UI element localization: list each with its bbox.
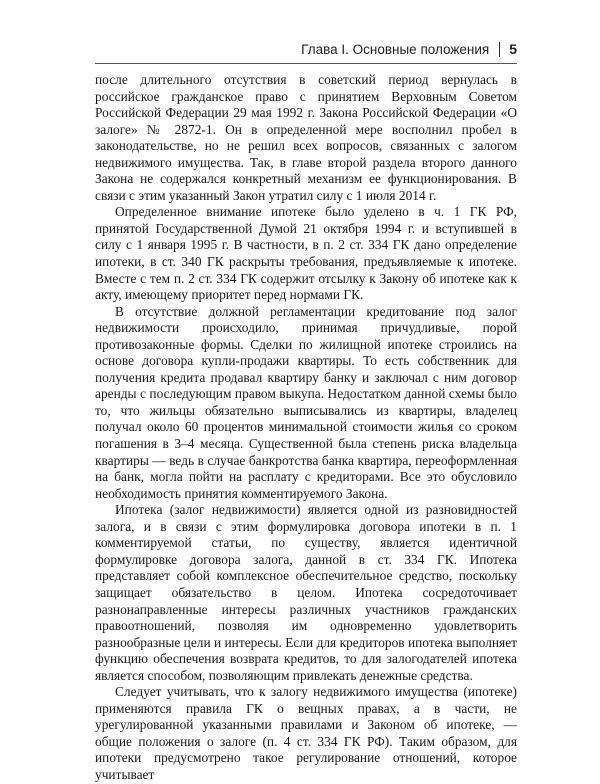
paragraph: Ипотека (залог недвижимости) является одной из разновидностей залога, и в связи с этим формулировка договора ипотеки в п. 1 комментируемой статьи, по существу, является идентичной формулировке договора залога, данной в ст. 334 ГК. Ипотека представляет собой комплексное обеспечительное средство, поскольку защищает обязательство в целом. Ипотека сосредоточивает разнонаправленные интересы различных участников гражданских правоотношений, позволяя им одновременно удовлетворить разнообразные цели и интересы. Если для кредиторов ипотека выполняет функцию обеспечения возврата кредитов, то для залогодателей ипотека является способом, позволяющим привлекать денежные средства. [95,502,517,683]
page-body [95,72,517,784]
header-rule [95,63,517,64]
header-separator [499,42,500,57]
chapter-title: Глава I. Основные положения [301,41,490,57]
page-number: 5 [509,41,517,57]
paragraph: после длительного отсутствия в советский период вернулась в российское гражданское право с принятием Верховным Советом Российской Федерации 29 мая 1992 г. Закона Российской Федерации «О залоге» № 2872-1. Он в определенной мере восполнил пробел в законодательстве, но не решил всех вопросов, связанных с залогом недвижимого имущества. Так, в главе второй раздела второго данного Закона не содержался конкретный механизм ее функционирования. В связи с этим указанный Закон утратил силу с 1 июля 2014 г. [95,72,517,203]
paragraph: Следует учитывать, что к залогу недвижимого имущества (ипотеке) применяются правила ГК о вещных правах, а в части, не урегулированной указанными правилами и Законом об ипотеке, — общие положения о залоге (п. 4 ст. 334 ГК РФ). Таким образом, для ипотеки предусмотрено такое регулирование отношений, которое учитывает [95,684,517,782]
paragraph: Определенное внимание ипотеке было уделено в ч. 1 ГК РФ, принятой Государственной Думой 21 октября 1994 г. и вступившей в силу с 1 января 1995 г. В частности, в п. 2 ст. 334 ГК дано определение ипотеки, в ст. 340 ГК раскрыты требования, предъявляемые к ипотеке. Вместе с тем п. 2 ст. 334 ГК содержит отсылку к Закону об ипотеке как к акту, имеющему приоритет перед нормами ГК. [95,204,517,303]
paragraph: В отсутствие должной регламентации кредитование под залог недвижимости происходило, принимая причудливые, порой противозаконные формы. Сделки по жилищной ипотеке строились на основе договора купли-продажи квартиры. То есть собственник для получения кредита продавал квартиру банку и заключал с ним договор аренды с последующим правом выкупа. Недостатком данной схемы было то, что жильцы обязательно выписывались из квартиры, владелец получал около 60 процентов минимальной стоимости жилья со сроком погашения в 3–4 месяца. Существенной была степень риска владельца квартиры — ведь в случае банкротства банка квартира, переоформленная на банк, могла пойти на расплату с кредиторами. Все это обусловило необходимость принятия комментируемого Закона. [95,303,517,501]
running-header [95,38,517,60]
